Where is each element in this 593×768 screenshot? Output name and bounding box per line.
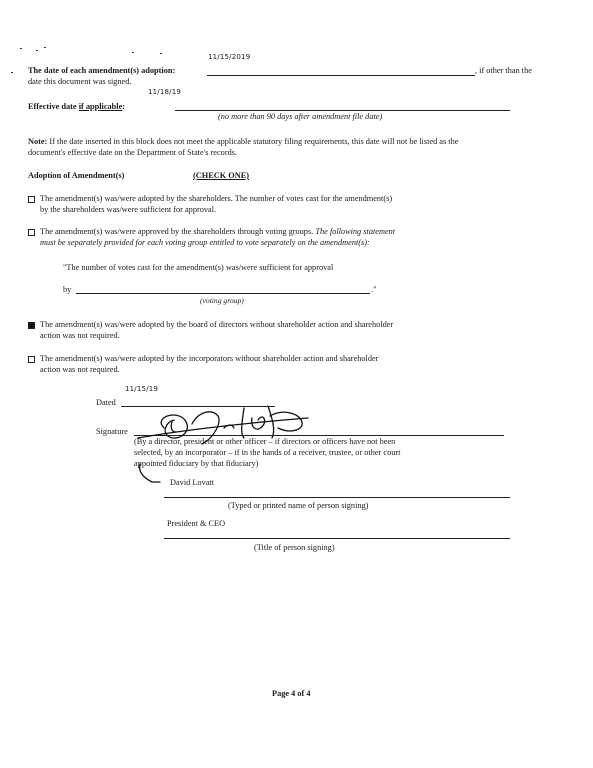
effective-date-hint: (no more than 90 days after amendment file date) — [218, 112, 383, 121]
note-line2: document's effective date on the Department of State's records. — [28, 148, 238, 157]
handwritten-date-adoption: 11/18/19 — [148, 88, 182, 96]
option-incorporators-line1: The amendment(s) was/were adopted by the incorporators without shareholder action and shareholder — [40, 354, 379, 363]
handwritten-date-signed: 11/15/19 — [125, 385, 159, 393]
option-board-line1: The amendment(s) was/were adopted by the board of directors without shareholder action and shareholder — [40, 320, 394, 329]
option-incorporators-line2: action was not required. — [40, 365, 120, 374]
voting-group-hint: (voting group) — [200, 296, 244, 305]
by-close-quote: ." — [371, 285, 377, 294]
signature-label: Signature — [96, 427, 128, 436]
note-line1: Note: If the date inserted in this block does not meet the applicable statutory filing requirements, this date will not be listed as the — [28, 137, 459, 146]
shareholders-checkbox[interactable] — [28, 196, 35, 203]
title-hint: (Title of person signing) — [254, 543, 335, 552]
incorporators-checkbox[interactable] — [28, 356, 35, 363]
signer-title: President & CEO — [167, 519, 226, 528]
option-board-line2: action was not required. — [40, 331, 120, 340]
amendment-date-line2: date this document was signed. — [28, 77, 132, 86]
effective-date-line[interactable] — [175, 110, 510, 111]
board-of-directors-checkbox[interactable] — [28, 322, 35, 329]
voting-statement: "The number of votes cast for the amendment(s) was/were sufficient for approval — [63, 263, 334, 272]
amendment-date-line[interactable] — [207, 75, 475, 76]
option-voting-groups-line1: The amendment(s) was/were approved by the shareholders through voting groups. The following statement — [40, 227, 396, 236]
handwritten-date-top: 11/15/2019 — [208, 53, 251, 61]
printed-name: David Lovatt — [170, 478, 215, 487]
title-line[interactable] — [164, 538, 510, 539]
voting-group-line[interactable] — [76, 293, 370, 294]
check-one-label: (CHECK ONE) — [193, 171, 250, 180]
effective-date-label: Effective date if applicable: — [28, 102, 126, 111]
dated-label: Dated — [96, 398, 116, 407]
amendment-date-suffix: , if other than the — [475, 66, 532, 75]
voting-groups-checkbox[interactable] — [28, 229, 35, 236]
signer-note-line3: appointed fiduciary by that fiduciary) — [134, 459, 259, 468]
page-number: Page 4 of 4 — [272, 689, 311, 698]
signer-note-line2: selected, by an incorporator – if in the hands of a receiver, trustee, or other court — [134, 448, 401, 457]
option-shareholders-line2: by the shareholders was/were sufficient for approval. — [40, 205, 217, 214]
by-label: by — [63, 285, 72, 294]
printed-name-hint: (Typed or printed name of person signing) — [228, 501, 369, 510]
signer-note-line1: (By a director, president or other officer – if directors or officers have not been — [134, 437, 396, 446]
amendment-date-label: The date of each amendment(s) adoption: — [28, 66, 176, 75]
printed-name-line[interactable] — [164, 497, 510, 498]
option-voting-groups-line2: must be separately provided for each voting group entitled to vote separately on the amendment(s): — [40, 238, 370, 247]
adoption-title: Adoption of Amendment(s) — [28, 171, 125, 180]
option-shareholders-line1: The amendment(s) was/were adopted by the shareholders. The number of votes cast for the amendment(s) — [40, 194, 393, 203]
